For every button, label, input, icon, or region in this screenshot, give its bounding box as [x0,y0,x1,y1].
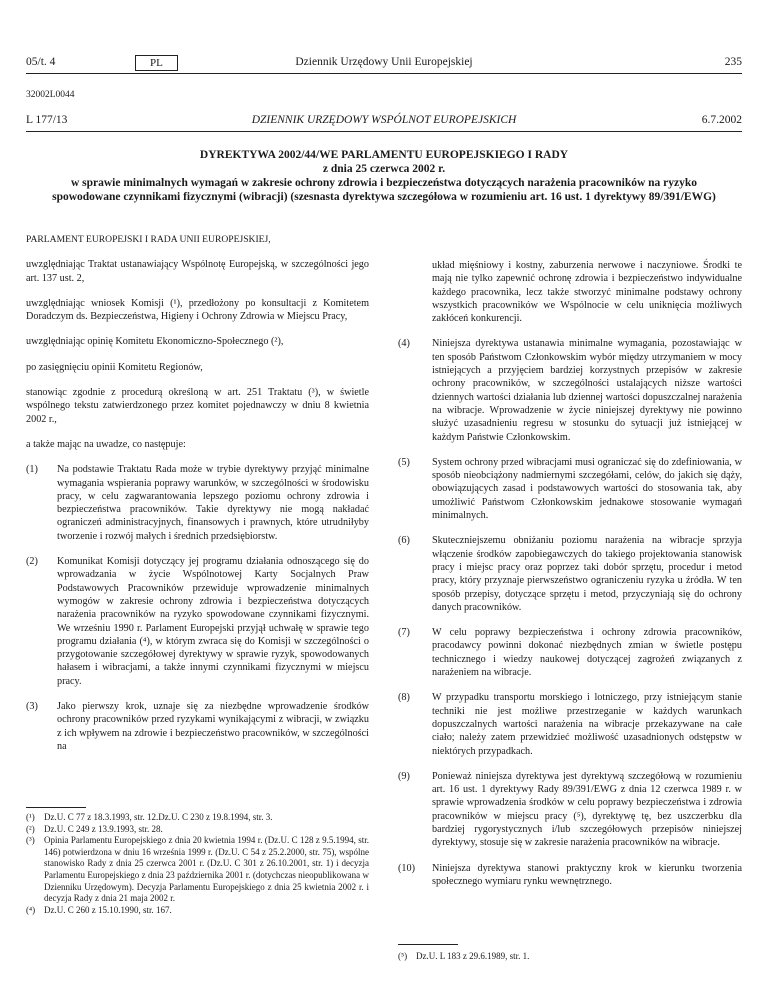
page-number: 235 [724,56,742,68]
footnote-text: Dz.U. L 183 z 29.6.1989, str. 1. [416,951,530,961]
right-footnotes [398,951,742,963]
oj-title: DZIENNIK URZĘDOWY WSPÓLNOT EUROPEJSKICH [251,114,517,126]
recital [398,862,742,889]
footnote-text: Dz.U. C 260 z 15.10.1990, str. 167. [44,904,172,915]
recital-number: (2) [26,556,38,568]
recital-text: Na podstawie Traktatu Rada może w trybie dyrektywy przyjąć minimalne wymagania wspierania poprawy warunków, w szczególności w środowisku pracy, w celu zagwarantowania lepszego poziomu ochrony zdrowia i bezpieczeństwa pracowników. Takie dyrektywy nie mogą nakładać ograniczeń administracyjnych, finansowych i prawnych, które utrudniłyby tworzenie i rozwój małych i średnich przedsiębiorstw. [57,464,369,542]
footnote-text: Dz.U. C 77 z 18.3.1993, str. 12.Dz.U. C 230 z 19.8.1994, str. 3. [44,812,273,822]
oj-date: 6.7.2002 [701,114,742,126]
recital-number: (8) [398,692,410,704]
title-date: z dnia 25 czerwca 2002 r. [322,163,446,175]
recital-text: Komunikat Komisji dotyczący jej programu działania odnoszącego się do wprowadzania w życie Wspólnotowej Karty Socjalnych Praw Podstawowych Pracowników przewiduje wprowadzenie minimalnych wymogów w zakresie ochrony zdrowia i bezpieczeństwa dotyczących narażenia pracowników na ryzyko spowodowane czynnikami fizycznymi. We wrześniu 1990 r. Parlament Europejski przyjął uchwałę w sprawie tego programu działania (⁴), w którym zwraca się do Komisji w szczególności o przygotowanie szczegółowej dyrektywy w sprawie ryzyk, spowodowanych hałasem i wibracjami, a także innymi czynnikami fizycznymi w miejscu pracy. [57,556,369,687]
recital-continuation: układ mięśniowy i kostny, zaburzenia nerwowe i naczyniowe. Środki te mają nie tylko zapewnić ochronę zdrowia i bezpieczeństwo indywidualne każdego pracownika, lecz także stworzyć minimalne podstawy ochrony wszystkich pracowników we Wspólnocie w celu uniknięcia możliwych zakłóceń konkurencji. [432,260,742,325]
preamble-authority: PARLAMENT EUROPEJSKI I RADA UNII EUROPEJSKIEJ, [26,234,271,245]
recital-number: (9) [398,770,410,782]
oj-reference: L 177/13 [26,114,68,126]
recital [398,770,742,850]
footnote-text: Opinia Parlamentu Europejskiego z dnia 20 kwietnia 1994 r. (Dz.U. C 128 z 9.5.1994, str. 146) potwierdzona w dniu 16 września 1999 r. (Dz.U. C 54 z 25.2.2000, str. 75), wspólne stanowisko Rady z dnia 25 czerwca 2001 r. (Dz.U. C 301 z 26.10.2001, str. 1) i decyzja Parlamentu Europejskiego z dnia 23 października 2001 r. (dotychczas nieopublikowana w Dzienniku Urzędowym). Decyzja Parlamentu Europejskiego z dnia 25 kwietnia 2002 r. i decyzja Rady z dnia 21 maja 2002 r. [44,835,369,904]
footnote [26,812,369,824]
footnote-number: (¹) [26,812,35,822]
footnote [26,824,369,836]
recital [398,691,742,757]
recital-text: Ponieważ niniejsza dyrektywa jest dyrektywą szczegółową w rozumieniu art. 16 ust. 1 dyrektywy Rady 89/391/EWG z dnia 12 czerwca 1989 r. w sprawie wprowadzenia środków w celu poprawy bezpieczeństwa i zdrowia pracowników w miejscu pracy (⁵), dyrektywę tę, bez uszczerbku dla bardziej rygorystycznych i/lub szczegółowych przepisów niniejszej dyrektywy, stosuje się w zakresie narażenia pracowników na wibracje. [432,770,742,849]
footnote [26,835,369,905]
left-column [26,233,369,753]
recital-number: (7) [398,627,410,639]
recital-text: Skuteczniejszemu obniżaniu poziomu narażenia na wibracje sprzyja włączenie środków zapobiegawczych do takiego projektowania stanowisk pracy i miejsc pracy oraz poprzez taki dobór sprzętu, procedur i metod pracy, który przyznaje pierwszeństwo ograniczeniu ryzyka u źródła. W ten sposób przepisy, dotyczące sprzętu i metod, przyczyniają się do ochrony danych pracowników. [432,535,742,613]
preamble-citation: stanowiąc zgodnie z procedurą określoną w art. 251 Traktatu (³), w świetle wspólnego tekstu zatwierdzonego przez komitet pojednawczy w dniu 8 kwietnia 2002 r., [26,387,369,425]
preamble-citation: uwzględniając opinię Komitetu Ekonomiczno-Społecznego (²), [26,336,284,348]
document-title [40,148,728,204]
recital-number: (3) [26,701,38,713]
recital [26,555,369,688]
right-column [398,259,742,888]
recital-text: W przypadku transportu morskiego i lotniczego, przy istniejącym stanie techniki nie jest możliwe przestrzeganie w każdych warunkach dopuszczalnych wartości narażenia na wibracje przekazywane na całe ciało; należy zatem przewidzieć możliwość uzasadnionych odstępstw w niektórych przypadkach. [432,692,742,757]
footnote-number: (⁴) [26,904,36,915]
recital-text: W celu poprawy bezpieczeństwa i ochrony zdrowia pracowników, pracodawcy powinni dokonać niezbędnych zmian w świetle postępu technicznego i wiedzy naukowej dotyczącej zagrożeń związanych z narażeniem na wibracje. [432,627,742,679]
recital-text: Niniejsza dyrektywa ustanawia minimalne wymagania, pozostawiając w ten sposób Państwom Członkowskim wybór między utrzymaniem w mocy istniejących a przyjęciem bardziej korzystnych przepisów w zakresie ochrony pracowników, w szczególności ustalających niższe wartości dziennych wartości działania lub dziennej wartości dopuszczalnej narażenia na wibracje. Wprowadzenie w życie niniejszej dyrektywy nie powinno służyć uzasadnieniu regresu w stosunku do sytuacji już istniejącej w każdym Państwie Członkowskim. [432,338,742,443]
footnote-rule [26,807,86,808]
preamble-citation: uwzględniając wniosek Komisji (¹), przedłożony po konsultacji z Komitetem Doradczym ds. Bezpieczeństwa, Higieny i Ochrony Zdrowia w Miejscu Pracy, [26,297,369,323]
recital-number: (5) [398,456,410,468]
footnote-number: (²) [26,823,35,834]
header-rule [26,73,742,74]
oj-rule [26,131,742,132]
recital-number: (4) [398,338,410,350]
recital [398,534,742,614]
issue-number: 05/t. 4 [26,56,56,68]
footnote [26,905,369,917]
footnote-number: (⁵) [398,951,408,961]
footnote-number: (³) [26,835,35,846]
footnote [398,951,742,963]
recital-text: Niniejsza dyrektywa stanowi praktyczny krok w kierunku tworzenia społecznego wymiaru rynku wewnętrznego. [432,862,742,887]
recital-number: (6) [398,535,410,547]
recital [26,700,369,753]
celex-number: 32002L0044 [26,90,75,100]
footnote-rule [398,944,458,945]
recital [398,456,742,522]
preamble-whereas: a także mając na uwadze, co następuje: [26,438,186,450]
left-footnotes [26,812,369,916]
recital-number: (10) [398,862,415,874]
journal-name: Dziennik Urzędowy Unii Europejskiej [295,56,473,68]
recital-number: (1) [26,464,38,476]
recital-text: Jako pierwszy krok, uznaje się za niezbędne wprowadzenie środków ochrony pracowników przed ryzykami wynikającymi z wibracji, w związku z ich wpływem na zdrowie i bezpieczeństwo pracowników, w szczególności na [57,701,369,752]
preamble-citation: uwzględniając Traktat ustanawiający Wspólnotę Europejską, w szczególności jego art. 137 ust. 2, [26,259,369,284]
footnote-text: Dz.U. C 249 z 13.9.1993, str. 28. [44,823,163,834]
recital [398,626,742,679]
title-line-1: DYREKTYWA 2002/44/WE PARLAMENTU EUROPEJSKIEGO I RADY [199,149,569,161]
recital [398,337,742,443]
recital-text: System ochrony przed wibracjami musi ograniczać się do zdefiniowania, w sposób nieobciążony nadmiernymi szczegółami, celów, do jakich się dąży, obowiązujących zasad i podstawowych wartości do stosowania tak, aby umożliwić Państwom Członkowskim jednakowe stosowanie wymagań minimalnych. [432,456,742,522]
recital [26,463,369,543]
preamble-citation: po zasięgnięciu opinii Komitetu Regionów, [26,361,203,373]
title-subject: w sprawie minimalnych wymagań w zakresie ochrony zdrowia i bezpieczeństwa dotyczących narażenia pracowników na ryzyko spowodowane czynnikami fizycznymi (wibracji) (szesnasta dyrektywa szczegółowa w rozumieniu art. 16 ust. 1 dyrektywy 89/391/EWG) [52,177,716,203]
language-badge: PL [135,55,178,71]
